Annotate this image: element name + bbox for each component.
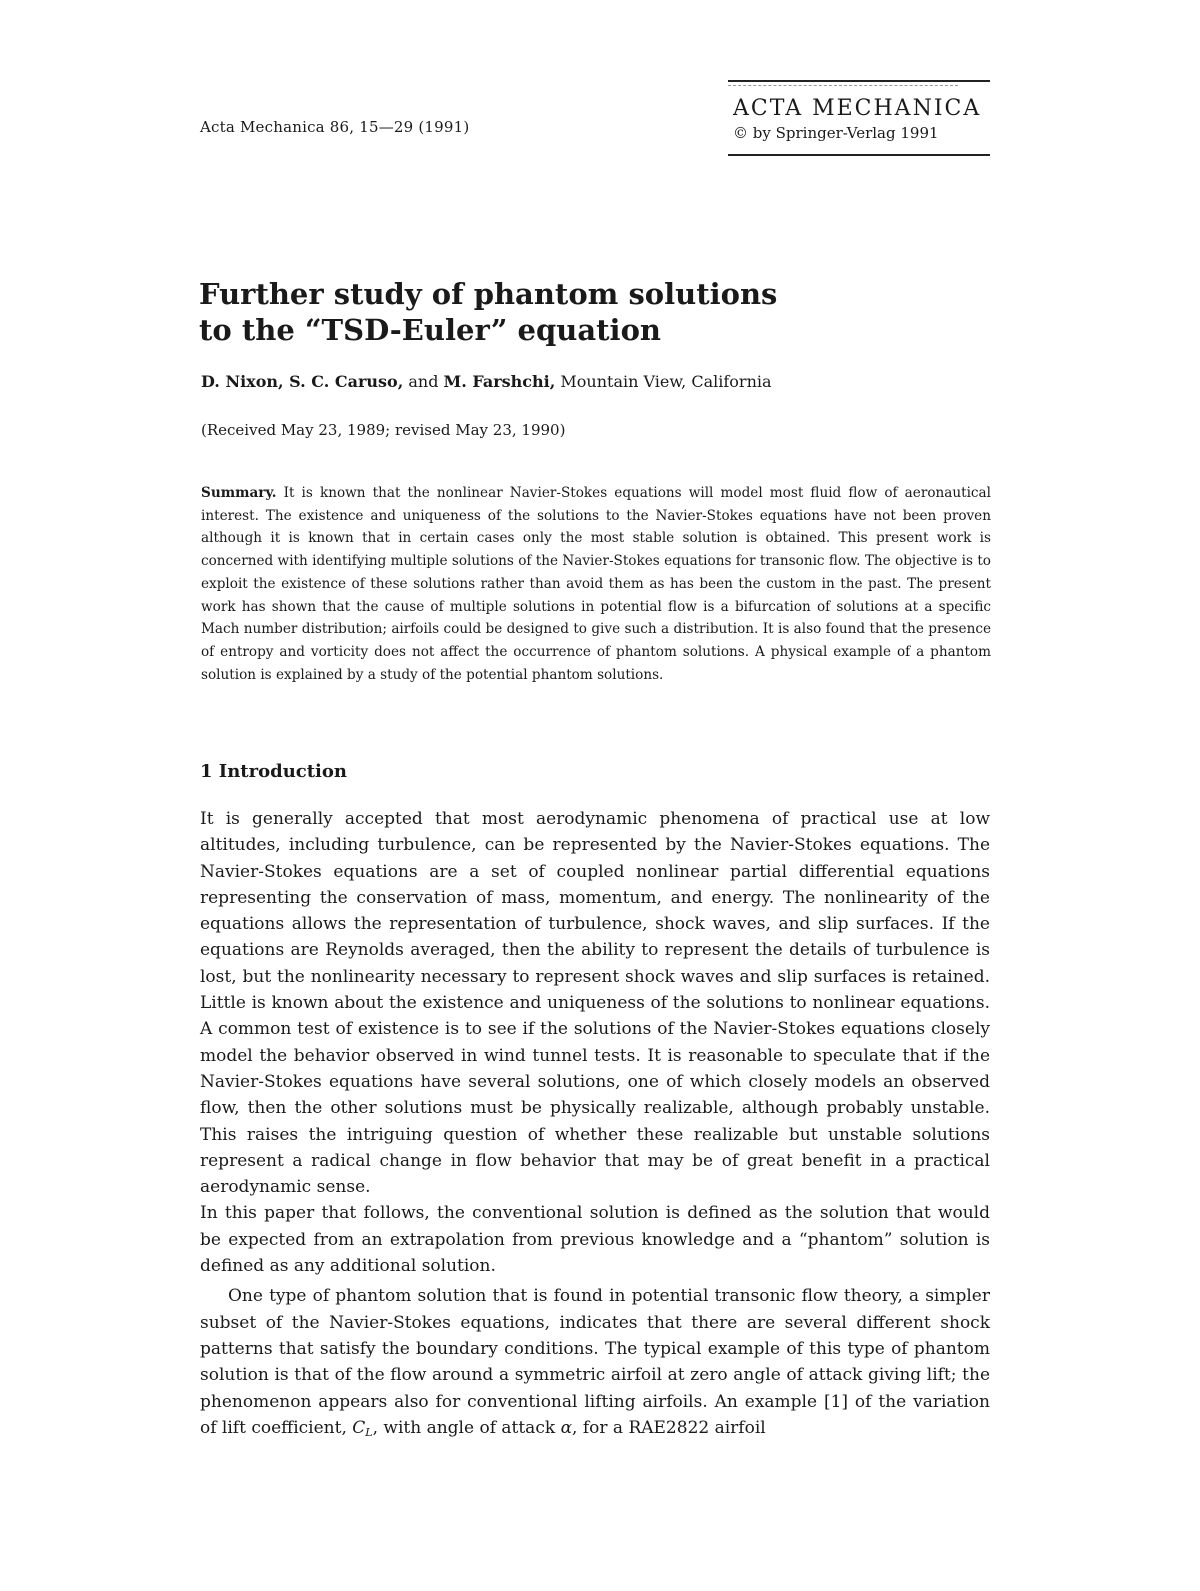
summary-text: It is known that the nonlinear Navier-Stokes equations will model most fluid flow of aeronautical interest. The existence and uniqueness of the solutions to the Navier-Stokes equations have not been proven although it is known that in certain cases only the most stable solution is obtained. This present work is concerned with identifying multiple solutions of the Navier-Stokes equations for transonic flow. The objective is to exploit the existence of these solutions rather than avoid them as has been the custom in the past. The present work has shown that the cause of multiple solutions in potential flow is a bifurcation of solutions at a specific Mach number distribution; airfoils could be designed to give such a distribution. It is also found that the presence of entropy and vorticity does not affect the occurrence of phantom solutions. A physical example of a phantom solution is explained by a study of the potential phantom solutions. [201,485,991,683]
authors-group-2: M. Farshchi, [443,372,556,391]
lift-coefficient-subscript: L [365,1425,373,1439]
lift-coefficient-symbol: C [352,1417,366,1438]
authors-group-1: D. Nixon, S. C. Caruso, [201,372,404,391]
summary-label: Summary. [201,485,277,501]
journal-citation: Acta Mechanica 86, 15—29 (1991) [200,118,470,136]
journal-copyright: © by Springer-Verlag 1991 [733,124,939,142]
introduction-body [200,806,990,1446]
title-line-2: to the “TSD-Euler” equation [199,313,662,347]
authors-conjunction: and [403,372,444,391]
masthead-top-rule [728,80,990,82]
author-line [201,372,772,391]
article-title [199,276,979,348]
intro-paragraph-3-part-c: , for a RAE2822 airfoil [572,1417,766,1438]
angle-of-attack-symbol: α [560,1417,573,1438]
intro-paragraph-3-part-b: , with angle of attack [372,1417,561,1438]
intro-paragraph-2: In this paper that follows, the conventional solution is defined as the solution that would be expected from an extrapolation from previous knowledge and a “phantom” solution is defined as any additional solution. [200,1203,990,1277]
authors-location: Mountain View, California [555,372,772,391]
title-line-1: Further study of phantom solutions [199,277,778,311]
section-heading-introduction: 1 Introduction [200,761,347,782]
masthead-dashed-rule [728,85,958,86]
intro-paragraph-3 [200,1283,990,1446]
journal-name: ACTA MECHANICA [733,96,982,121]
received-dates: (Received May 23, 1989; revised May 23, 1990) [201,421,566,439]
masthead-bottom-rule [728,154,990,156]
intro-paragraph-1: It is generally accepted that most aerodynamic phenomena of practical use at low altitudes, including turbulence, can be represented by the Navier-Stokes equations. The Navier-Stokes equations are a set of coupled nonlinear partial differential equations representing the conservation of mass, momentum, and energy. The nonlinearity of the equations allows the representation of turbulence, shock waves, and slip surfaces. If the equations are Reynolds averaged, then the ability to represent the details of turbulence is lost, but the nonlinearity necessary to represent shock waves and slip surfaces is retained. Little is known about the existence and uniqueness of the solutions to nonlinear equations. A common test of existence is to see if the solutions of the Navier-Stokes equations closely model the behavior observed in wind tunnel tests. It is reasonable to speculate that if the Navier-Stokes equations have several solutions, one of which closely models an observed flow, then the other solutions must be physically realizable, although probably unstable. This raises the intriguing question of whether these realizable but unstable solutions represent a radical change in flow behavior that may be of great benefit in a practical aerodynamic sense. [200,809,990,1198]
journal-masthead [728,80,990,156]
intro-paragraph-3-part-a: One type of phantom solution that is found in potential transonic flow theory, a simpler subset of the Navier-Stokes equations, indicates that there are several different shock patterns that satisfy the boundary conditions. The typical example of this type of phantom solution is that of the flow around a symmetric airfoil at zero angle of attack giving lift; the phenomenon appears also for conventional lifting airfoils. An example [1] of the variation of lift coefficient, [200,1286,990,1438]
summary-abstract [201,482,991,686]
